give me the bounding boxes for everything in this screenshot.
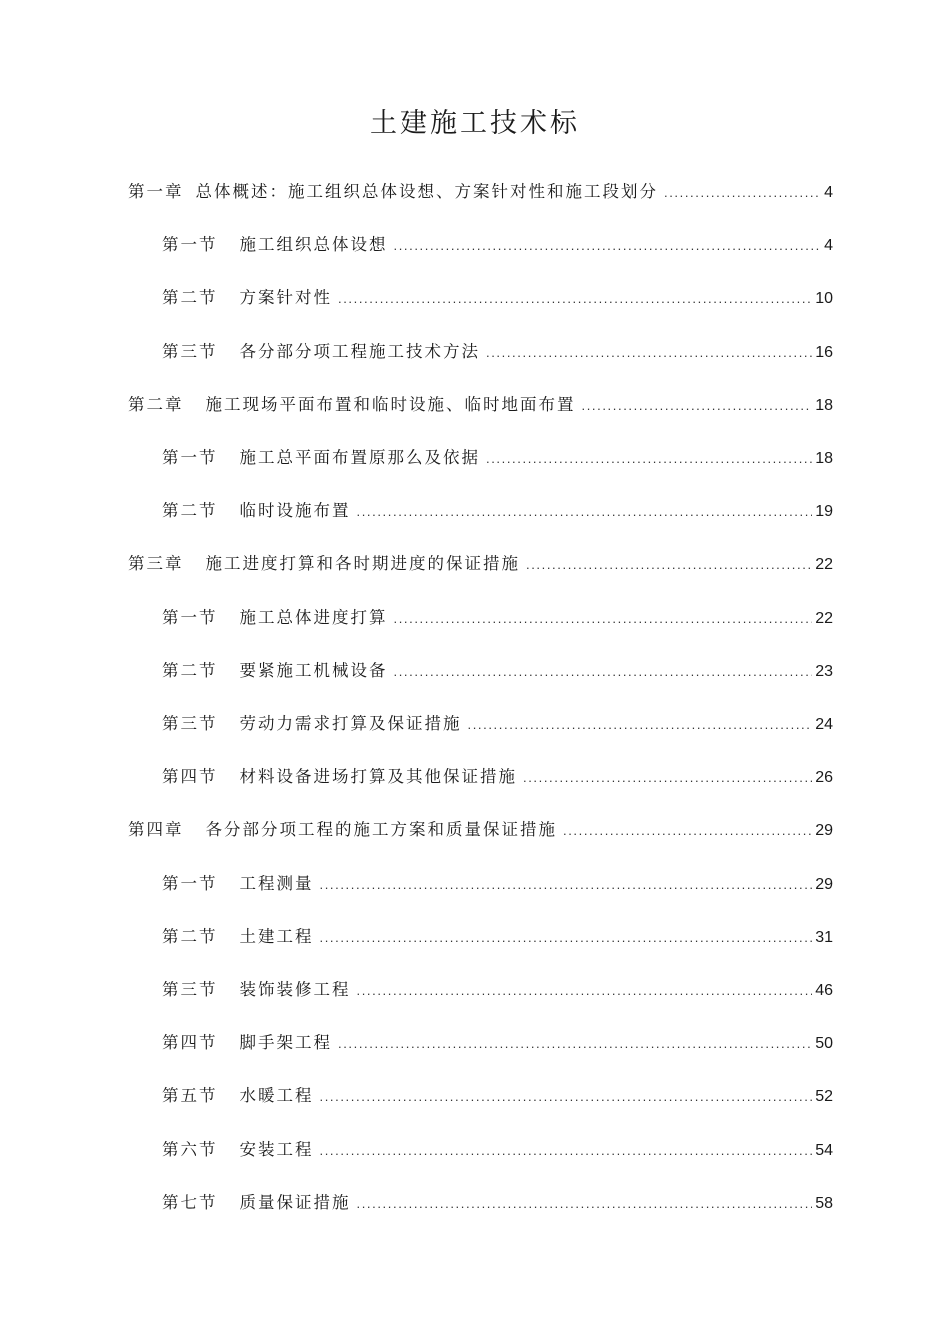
toc-dot-leader xyxy=(320,1131,813,1171)
toc-page-number: 29 xyxy=(815,822,833,840)
toc-page-number: 54 xyxy=(815,1141,833,1159)
toc-entry-title: 劳动力需求打算及保证措施 xyxy=(239,714,462,733)
toc-dot-leader xyxy=(320,1077,813,1117)
toc-page-number: 29 xyxy=(815,875,833,893)
toc-page-number: 58 xyxy=(815,1194,833,1212)
toc-chapter-entry[interactable] xyxy=(128,544,833,584)
toc-chapter-entry[interactable] xyxy=(128,810,833,850)
toc-dot-leader xyxy=(523,758,812,798)
toc-entry-title: 各分部分项工程施工技术方法 xyxy=(239,341,480,361)
toc-dot-leader xyxy=(394,599,813,639)
toc-page-number: 50 xyxy=(815,1035,833,1053)
toc-entry-number: 第二节 xyxy=(162,288,218,308)
toc-dot-leader xyxy=(357,1184,813,1224)
toc-page-number: 16 xyxy=(815,343,833,361)
toc-page-number: 24 xyxy=(815,716,833,733)
toc-page-number: 10 xyxy=(815,290,833,308)
toc-page-number: 18 xyxy=(815,450,833,467)
toc-entry-title: 施工总体进度打算 xyxy=(239,607,388,627)
toc-entry-number: 第二节 xyxy=(162,501,218,521)
toc-page-number: 22 xyxy=(815,556,833,574)
toc-entry-title: 安装工程 xyxy=(239,1139,314,1159)
toc-dot-leader xyxy=(338,1024,812,1064)
toc-section-entry[interactable] xyxy=(162,651,833,691)
toc-entry-title: 总体概述：施工组织总体设想、方案针对性和施工段划分 xyxy=(195,182,658,201)
toc-entry-number: 第二节 xyxy=(162,926,218,946)
toc-page-number: 18 xyxy=(815,396,833,414)
toc-entry-number: 第二节 xyxy=(162,660,218,680)
toc-section-entry[interactable] xyxy=(162,491,833,531)
toc-entry-number: 第二章 xyxy=(128,394,184,414)
toc-page-number: 22 xyxy=(815,609,833,627)
document-title: 土建施工技术标 xyxy=(370,108,580,139)
toc-entry-number: 第三节 xyxy=(162,980,218,999)
toc-page-number: 4 xyxy=(824,237,833,255)
toc-entry-title: 脚手架工程 xyxy=(239,1033,332,1053)
toc-page-number: 52 xyxy=(815,1088,833,1106)
toc-entry-title: 施工进度打算和各时期进度的保证措施 xyxy=(205,554,520,574)
toc-chapter-entry[interactable] xyxy=(128,172,833,212)
toc-entry-title: 水暖工程 xyxy=(239,1086,314,1106)
toc-entry-number: 第三节 xyxy=(162,341,218,361)
toc-section-entry[interactable] xyxy=(162,917,833,957)
toc-dot-leader xyxy=(486,439,812,479)
toc-page-number: 4 xyxy=(824,184,833,201)
toc-dot-leader xyxy=(320,918,813,958)
toc-entry-title: 土建工程 xyxy=(239,926,314,946)
toc-entry-number: 第六节 xyxy=(162,1139,218,1159)
toc-dot-leader xyxy=(320,865,813,905)
toc-entry-title: 质量保证措施 xyxy=(239,1192,351,1212)
toc-page-number: 26 xyxy=(815,769,833,787)
toc-entry-number: 第三节 xyxy=(162,714,218,733)
toc-entry-title: 方案针对性 xyxy=(239,288,332,308)
toc-page-number: 19 xyxy=(815,503,833,521)
toc-entry-number: 第一节 xyxy=(162,235,218,255)
toc-dot-leader xyxy=(357,492,813,532)
toc-entry-number: 第一节 xyxy=(162,448,218,467)
toc-entry-title: 施工总平面布置原那么及依据 xyxy=(239,448,480,467)
toc-section-entry[interactable] xyxy=(162,757,833,797)
toc-section-entry[interactable] xyxy=(162,278,833,318)
toc-dot-leader xyxy=(563,811,812,851)
toc-dot-leader xyxy=(664,173,821,213)
toc-section-entry[interactable] xyxy=(162,1076,833,1116)
toc-section-entry[interactable] xyxy=(162,1130,833,1170)
toc-entry-number: 第一章 xyxy=(128,182,184,201)
toc-entry-title: 施工现场平面布置和临时设施、临时地面布置 xyxy=(205,394,576,414)
toc-page-number: 23 xyxy=(815,662,833,680)
toc-section-entry[interactable] xyxy=(162,970,833,1010)
toc-section-entry[interactable] xyxy=(162,225,833,265)
toc-dot-leader xyxy=(394,652,813,692)
toc-dot-leader xyxy=(526,545,812,585)
toc-entry-number: 第四节 xyxy=(162,1033,218,1053)
toc-section-entry[interactable] xyxy=(162,598,833,638)
toc-section-entry[interactable] xyxy=(162,1183,833,1223)
toc-entry-title: 材料设备进场打算及其他保证措施 xyxy=(239,767,517,787)
toc-page-number: 31 xyxy=(815,928,833,946)
toc-dot-leader xyxy=(582,386,813,426)
toc-section-entry[interactable] xyxy=(162,864,833,904)
toc-entry-number: 第三章 xyxy=(128,554,184,574)
toc-entry-title: 各分部分项工程的施工方案和质量保证措施 xyxy=(205,820,557,840)
toc-entry-title: 工程测量 xyxy=(239,873,314,893)
toc-entry-number: 第四章 xyxy=(128,820,184,840)
toc-section-entry[interactable] xyxy=(162,332,833,372)
toc-dot-leader xyxy=(338,279,812,319)
toc-page-number: 46 xyxy=(815,982,833,999)
toc-entry-title: 临时设施布置 xyxy=(239,501,351,521)
toc-dot-leader xyxy=(486,333,812,373)
toc-dot-leader xyxy=(357,971,813,1011)
toc-entry-title: 施工组织总体设想 xyxy=(239,235,388,255)
toc-entry-number: 第一节 xyxy=(162,873,218,893)
toc-entry-number: 第五节 xyxy=(162,1086,218,1106)
toc-chapter-entry[interactable] xyxy=(128,385,833,425)
toc-entry-number: 第一节 xyxy=(162,607,218,627)
toc-entry-title: 装饰装修工程 xyxy=(239,980,351,999)
toc-dot-leader xyxy=(468,705,813,745)
toc-section-entry[interactable] xyxy=(162,438,833,478)
toc-section-entry[interactable] xyxy=(162,704,833,744)
toc-dot-leader xyxy=(394,226,822,266)
toc-entry-number: 第七节 xyxy=(162,1192,218,1212)
toc-entry-title: 要紧施工机械设备 xyxy=(239,660,388,680)
toc-entry-number: 第四节 xyxy=(162,767,218,787)
toc-section-entry[interactable] xyxy=(162,1023,833,1063)
